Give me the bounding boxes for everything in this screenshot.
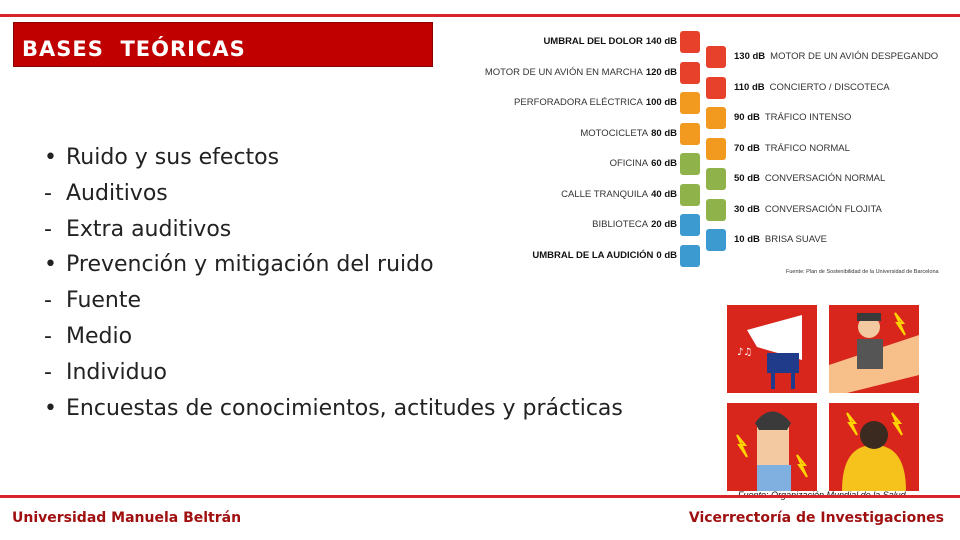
db-value: 30 dB [734, 203, 760, 215]
footer-department: Vicerrectoría de Investigaciones [688, 510, 944, 526]
db-source-label: TRÁFICO NORMAL [764, 142, 850, 154]
db-source-label: MOTOR DE UN AVIÓN EN MARCHA [484, 66, 643, 78]
db-right-row [734, 234, 827, 245]
gramophone-icon [767, 353, 799, 373]
db-value: 110 dB [734, 81, 765, 93]
db-source-label: UMBRAL DEL DOLOR [543, 36, 643, 47]
db-source-label: OFICINA [609, 158, 649, 169]
db-left-row [610, 158, 677, 169]
db-right-row [734, 173, 885, 184]
db-value: 20 dB [651, 219, 677, 230]
noise-source-icon [680, 214, 700, 236]
title-banner [13, 22, 433, 67]
noise-source-icon [680, 184, 700, 206]
db-left-row [543, 36, 677, 47]
list-item: - Medio [44, 323, 133, 349]
list-item: • Prevención y mitigación del ruido [44, 252, 434, 278]
list-item: - Fuente [44, 288, 142, 314]
db-source-label: BIBLIOTECA [592, 219, 649, 230]
db-right-row [734, 112, 851, 123]
top-divider [0, 14, 960, 17]
db-value: 60 dB [651, 158, 677, 169]
db-source-label: PERFORADORA ELÉCTRICA [514, 97, 643, 108]
noise-source-icon [706, 199, 726, 221]
list-item: - Extra auditivos [44, 216, 232, 242]
noise-source-icon [680, 31, 700, 53]
db-value: 80 dB [651, 127, 677, 139]
noise-source-icon [706, 229, 726, 251]
db-value: 90 dB [734, 112, 760, 123]
db-left-row [561, 189, 677, 200]
list-item: - Individuo [44, 359, 168, 385]
noise-source-icon [706, 138, 726, 160]
body-icon [857, 339, 883, 369]
footer-university: Universidad Manuela Beltrán [12, 510, 242, 526]
db-value: 100 dB [645, 97, 677, 108]
db-left-row [532, 250, 677, 261]
db-source-label: TRÁFICO INTENSO [764, 112, 852, 123]
decibel-infographic [470, 30, 955, 280]
db-right-row [734, 204, 882, 215]
db-source-label: CONVERSACIÓN FLOJITA [764, 203, 882, 215]
db-left-row [580, 128, 677, 139]
db-source-label: CONCIERTO / DISCOTECA [769, 81, 890, 93]
list-item: • Encuestas de conocimientos, actitudes y prácticas [44, 395, 623, 421]
db-value: 50 dB [734, 173, 760, 184]
db-left-row [592, 219, 677, 230]
noise-source-icon [680, 92, 700, 114]
db-value: 70 dB [734, 142, 760, 154]
db-source-label: MOTOCICLETA [580, 127, 649, 139]
db-value: 130 dB [734, 51, 766, 62]
db-source-label: MOTOR DE UN AVIÓN DESPEGANDO [770, 51, 939, 62]
db-source-label: BRISA SUAVE [764, 234, 828, 245]
noise-source-icon [680, 62, 700, 84]
noise-illustration [727, 305, 919, 495]
shirt-icon [757, 465, 791, 491]
head-icon [860, 421, 888, 449]
noise-source-icon [706, 168, 726, 190]
db-source-label: CALLE TRANQUILA [561, 188, 649, 200]
noise-source-icon [680, 245, 700, 267]
db-right-row [734, 82, 890, 93]
db-right-row [734, 51, 938, 62]
db-left-row [514, 97, 677, 108]
noise-source-icon [706, 77, 726, 99]
list-item: - Auditivos [44, 180, 168, 206]
db-value: 0 dB [656, 249, 677, 261]
svg-text:♪♫: ♪♫ [737, 347, 753, 358]
db-source-label: UMBRAL DE LA AUDICIÓN [532, 249, 654, 261]
noise-source-icon [680, 123, 700, 145]
db-source-label: CONVERSACIÓN NORMAL [764, 173, 886, 184]
noise-source-icon [680, 153, 700, 175]
db-value: 120 dB [645, 66, 677, 78]
db-left-row [485, 67, 677, 78]
noise-source-icon [706, 107, 726, 129]
noise-source-icon [706, 46, 726, 68]
db-value: 140 dB [645, 36, 677, 47]
db-value: 40 dB [651, 188, 677, 200]
list-item: • Ruido y sus efectos [44, 145, 280, 170]
infographic-source: Fuente: Plan de Sostenibilidad de la Universidad de Barcelona [786, 269, 939, 275]
db-value: 10 dB [734, 234, 760, 245]
slide-title: BASES TEÓRICAS [22, 37, 246, 61]
bottom-divider [0, 495, 960, 498]
db-right-row [734, 143, 850, 154]
